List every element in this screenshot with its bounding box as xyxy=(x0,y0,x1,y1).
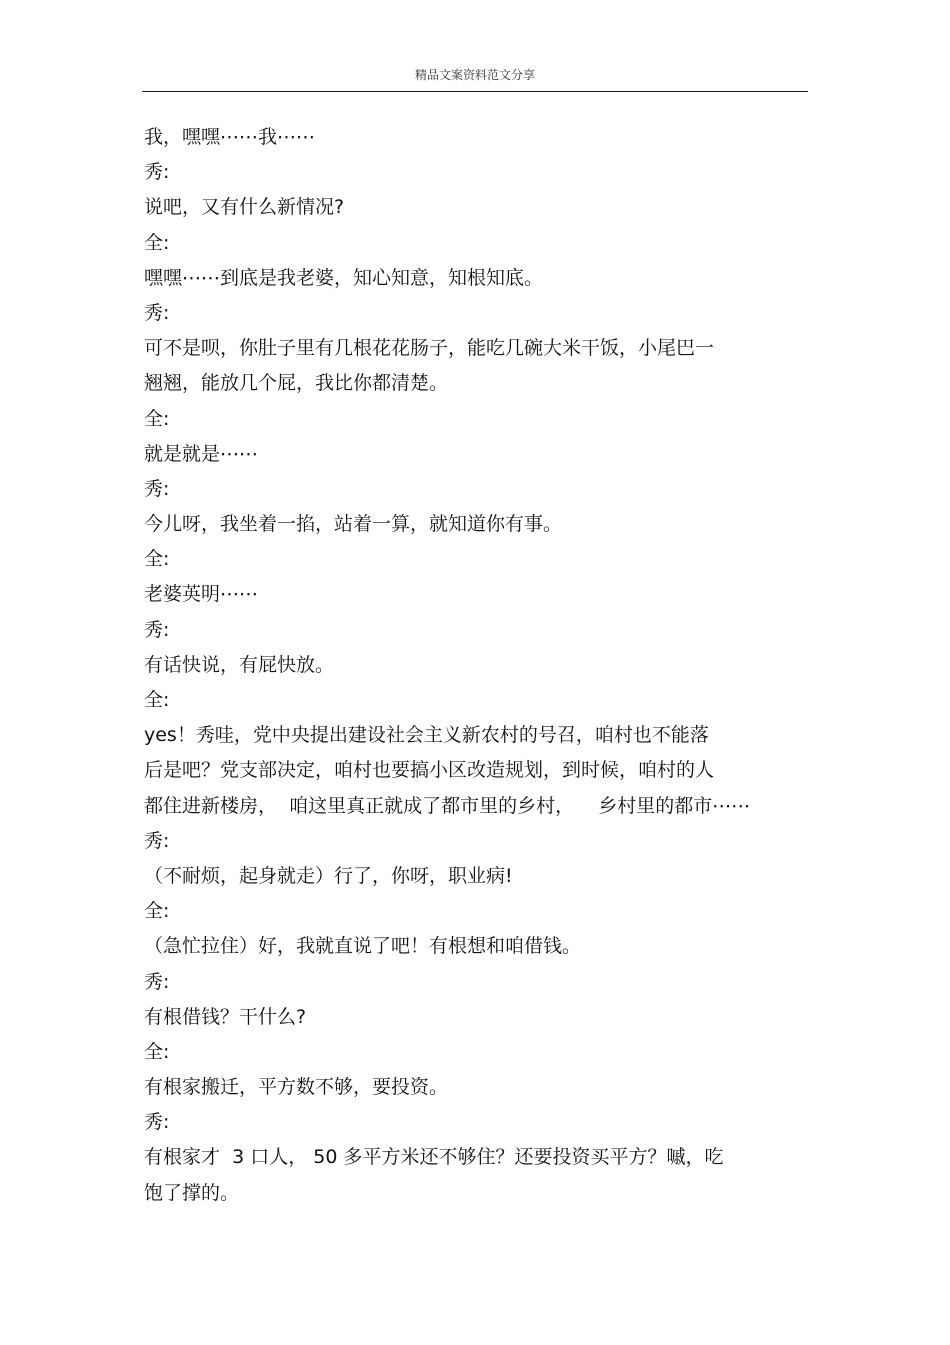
speaker-label: 秀: xyxy=(144,301,170,324)
speaker-label: 全: xyxy=(144,407,170,430)
speaker-label: 秀: xyxy=(144,618,170,641)
text-line: 有根家搬迁，平方数不够，要投资。 xyxy=(144,1076,449,1099)
text-line: 老婆英明⋯⋯ xyxy=(144,583,259,606)
document-body xyxy=(144,120,804,1211)
speaker-label: 全: xyxy=(144,231,170,254)
speaker-label: 秀: xyxy=(144,829,170,852)
header-divider xyxy=(142,91,808,92)
speaker-label: 秀: xyxy=(144,1111,170,1134)
text-line: 可不是呗，你肚子里有几根花花肠子，能吃几碗大米干饭，小尾巴一 xyxy=(144,337,715,360)
speaker-label: 全: xyxy=(144,1040,170,1063)
text-line: 我，嘿嘿⋯⋯我⋯⋯ xyxy=(144,126,316,148)
speaker-label: 秀: xyxy=(144,161,170,184)
speaker-label: 全: xyxy=(144,689,170,711)
text-line: 饱了撑的。 xyxy=(144,1181,240,1204)
text-line: 嘿嘿⋯⋯到底是我老婆，知心知意，知根知底。 xyxy=(144,266,544,289)
text-line: 有根家才 3 口人， 50 多平方米还不够住？还要投资买平方？嘁，吃 xyxy=(144,1146,724,1169)
text-line: 说吧，又有什么新情况? xyxy=(144,196,345,219)
page-header: 精品文案资料范文分享 xyxy=(414,68,535,82)
text-line: 后是吧？党支部决定，咱村也要搞小区改造规划，到时候，咱村的人 xyxy=(144,759,715,782)
text-line: 有话快说，有屁快放。 xyxy=(144,653,335,676)
text-line: （急忙拉住）好，我就直说了吧！有根想和咱借钱。 xyxy=(144,935,582,958)
text-line: 翘翘，能放几个屁，我比你都清楚。 xyxy=(144,372,449,395)
speaker-label: 全: xyxy=(144,900,170,923)
text-line: 都住进新楼房， 咱这里真正就成了都市里的乡村， 乡村里的都市⋯⋯ xyxy=(144,794,751,817)
text-line: 就是就是⋯⋯ xyxy=(144,442,259,465)
speaker-label: 秀: xyxy=(144,477,170,500)
text-line: yes！秀哇，党中央提出建设社会主义新农村的号召，咱村也不能落 xyxy=(144,724,709,747)
speaker-label: 全: xyxy=(144,548,170,571)
text-line: （不耐烦，起身就走）行了，你呀，职业病! xyxy=(144,864,513,887)
text-line: 今儿呀，我坐着一掐，站着一算，就知道你有事。 xyxy=(144,513,563,536)
text-line: 有根借钱？干什么? xyxy=(144,1005,307,1028)
speaker-label: 秀: xyxy=(144,970,170,993)
